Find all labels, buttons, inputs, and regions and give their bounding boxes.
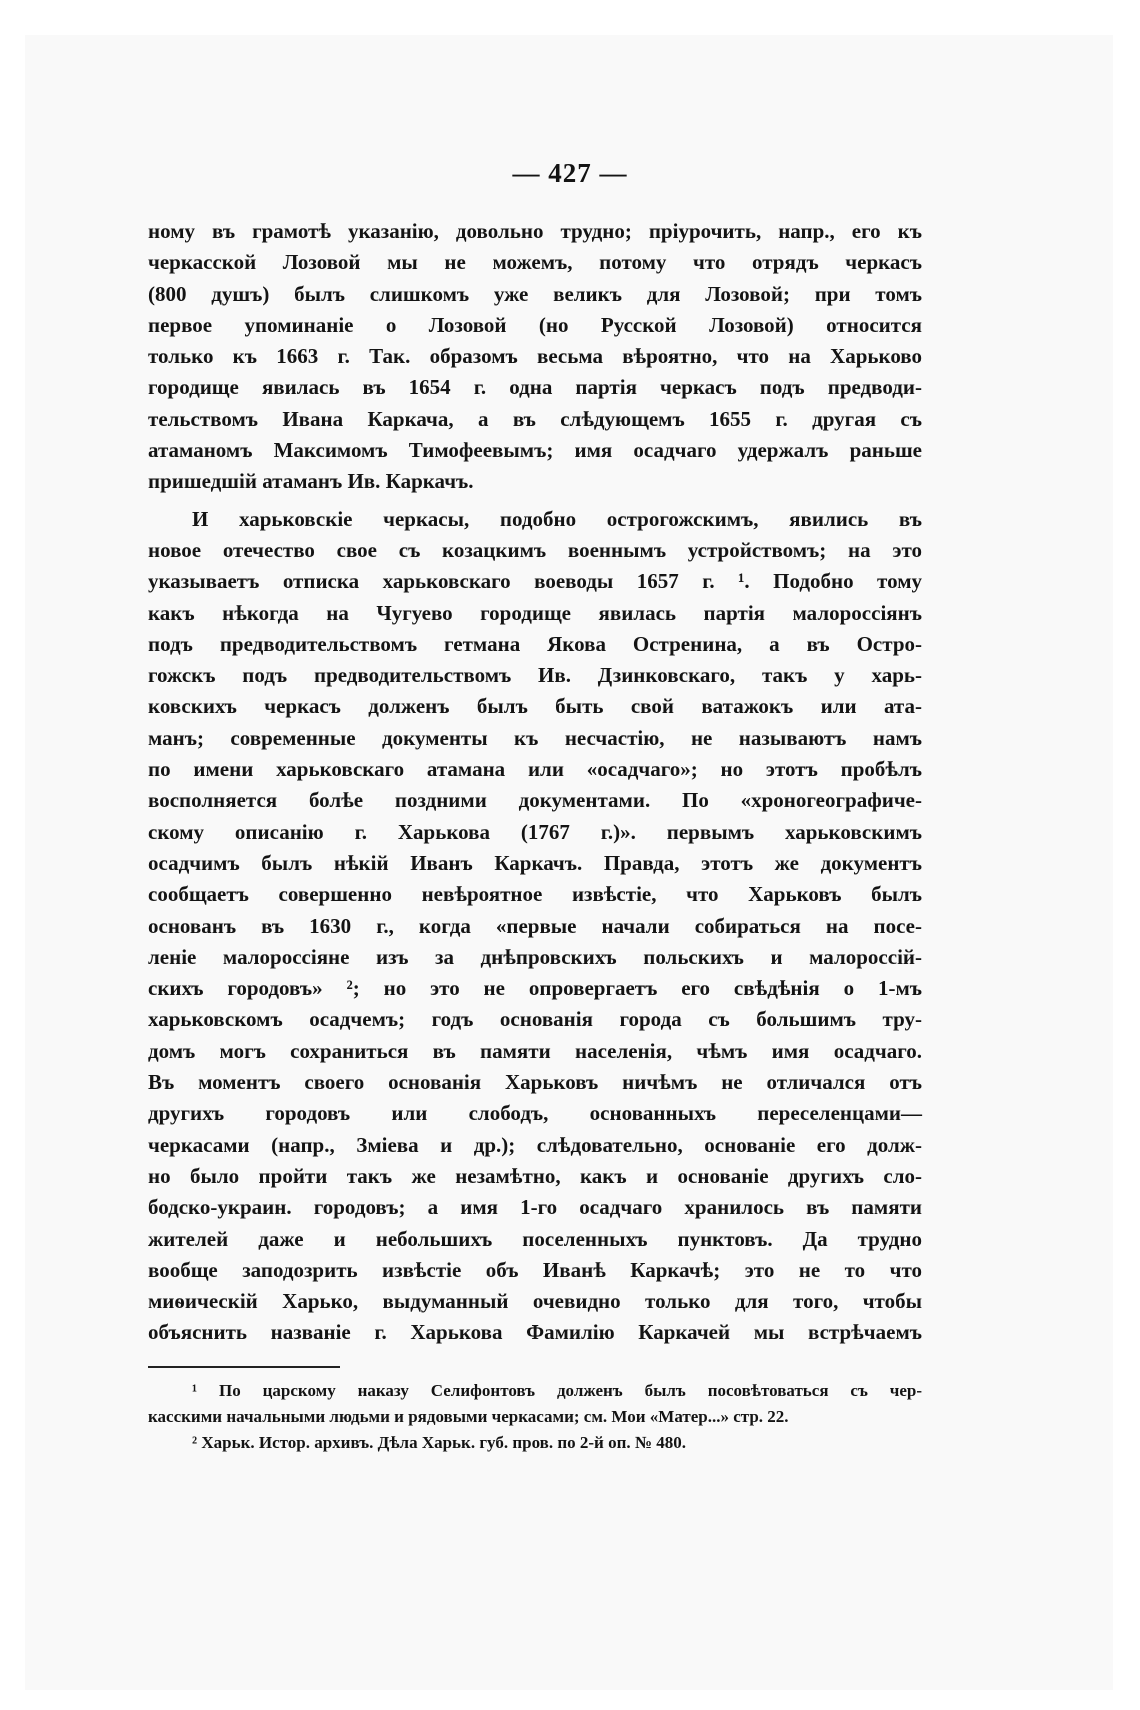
text-line: И харьковскіе черкасы, подобно острогожскимъ, явились въ [192, 506, 922, 531]
text-line: домъ могъ сохраниться въ памяти населенія, чѣмъ имя осадчаго. [148, 1038, 922, 1063]
text-line: по имени харьковскаго атамана или «осадчаго»; но этотъ пробѣлъ [148, 757, 922, 782]
text-line: черкасами (напр., Зміева и др.); слѣдовательно, основаніе его долж- [148, 1132, 922, 1157]
paragraph-1 [148, 216, 922, 498]
text-line: миѳическій Харько, выдуманный очевидно только для того, чтобы [148, 1289, 922, 1314]
page-number: — 427 — [512, 158, 628, 188]
text-line: бодско-украин. городовъ; а имя 1-го осадчаго хранилось въ памяти [148, 1195, 922, 1220]
text-line: ковскихъ черкасъ долженъ былъ быть свой ватажокъ или ата- [148, 694, 922, 719]
text-line: какъ нѣкогда на Чугуево городище явилась партія малороссіянъ [148, 600, 922, 625]
text-line: объяснить названіе г. Харькова Фамилію Каркачей мы встрѣчаемъ [148, 1320, 922, 1345]
text-line: только къ 1663 г. Так. образомъ весьма вѣроятно, что на Харьково [148, 344, 922, 369]
footnote-line: касскими начальными людьми и рядовыми черкасами; см. Мои «Матер...» стр. 22. [148, 1407, 789, 1426]
text-line: манъ; современные документы къ несчастію, не называютъ намъ [148, 725, 922, 750]
text-line: осадчимъ былъ нѣкій Иванъ Каркачъ. Правда, этотъ же документъ [148, 850, 922, 875]
text-line: гожскъ подъ предводительствомъ Ив. Дзинковскаго, такъ у харь- [148, 663, 922, 688]
text-line: (800 душъ) былъ слишкомъ уже великъ для Лозовой; при томъ [148, 281, 922, 306]
text-line: Въ моментъ своего основанія Харьковъ ничѣмъ не отличался отъ [148, 1070, 922, 1095]
text-line: скому описанію г. Харькова (1767 г.)». первымъ харьковскимъ [148, 819, 922, 844]
text-line: жителей даже и небольшихъ поселенныхъ пунктовъ. Да трудно [148, 1226, 922, 1251]
footnotes [148, 1378, 922, 1456]
text-line: леніе малороссіяне изъ за днѣпровскихъ польскихъ и малороссій- [148, 944, 922, 969]
text-line: скихъ городовъ» ²; но это не опровергаетъ его свѣдѣнія о 1-мъ [148, 976, 922, 1001]
text-line: основанъ въ 1630 г., когда «первые начали собираться на посе- [148, 913, 922, 938]
paragraph-2 [148, 504, 922, 1349]
text-line: тельствомъ Ивана Каркача, а въ слѣдующемъ 1655 г. другая съ [148, 406, 922, 431]
text-line: вообще заподозрить извѣстіе объ Иванѣ Каркачѣ; это не то что [148, 1257, 922, 1282]
text-line: ному въ грамотѣ указанію, довольно трудно; пріурочить, напр., его къ [148, 219, 922, 243]
text-line: сообщаетъ совершенно невѣроятное извѣстіе, что Харьковъ былъ [148, 882, 922, 907]
text-line: городище явилась въ 1654 г. одна партія черкасъ подъ предводи- [148, 375, 922, 400]
text-line: но было пройти такъ же незамѣтно, какъ и основаніе другихъ сло- [148, 1163, 922, 1188]
text-line: пришедшій атаманъ Ив. Каркачъ. [148, 469, 474, 494]
text-line: черкасской Лозовой мы не можемъ, потому что отрядъ черкасъ [148, 250, 922, 275]
text-line: атаманомъ Максимомъ Тимофеевымъ; имя осадчаго удержалъ раньше [148, 438, 922, 463]
footnote-2 [148, 1430, 922, 1456]
text-line: восполняется болѣе поздними документами. По «хроногеографиче- [148, 788, 922, 813]
text-line: новое отечество свое съ козацкимъ военнымъ устройствомъ; на это [148, 537, 922, 562]
footnote-divider [148, 1366, 340, 1368]
text-line: подъ предводительствомъ гетмана Якова Остренина, а въ Остро- [148, 631, 922, 656]
footnote-line: ² Харьк. Истор. архивъ. Дѣла Харьк. губ. пров. по 2-й оп. № 480. [192, 1433, 686, 1452]
text-line: указываетъ отписка харьковскаго воеводы 1657 г. ¹. Подобно тому [148, 569, 922, 594]
text-line: харьковскомъ осадчемъ; годъ основанія города съ большимъ тру- [148, 1007, 922, 1032]
text-line: другихъ городовъ или слободъ, основанныхъ переселенцами— [148, 1101, 922, 1126]
footnote-1 [148, 1378, 922, 1430]
text-line: первое упоминаніе о Лозовой (но Русской Лозовой) относится [148, 312, 922, 337]
footnote-line: ¹ По царскому наказу Селифонтовъ долженъ былъ посовѣтоваться съ чер- [192, 1381, 922, 1400]
body-text [148, 216, 922, 1349]
